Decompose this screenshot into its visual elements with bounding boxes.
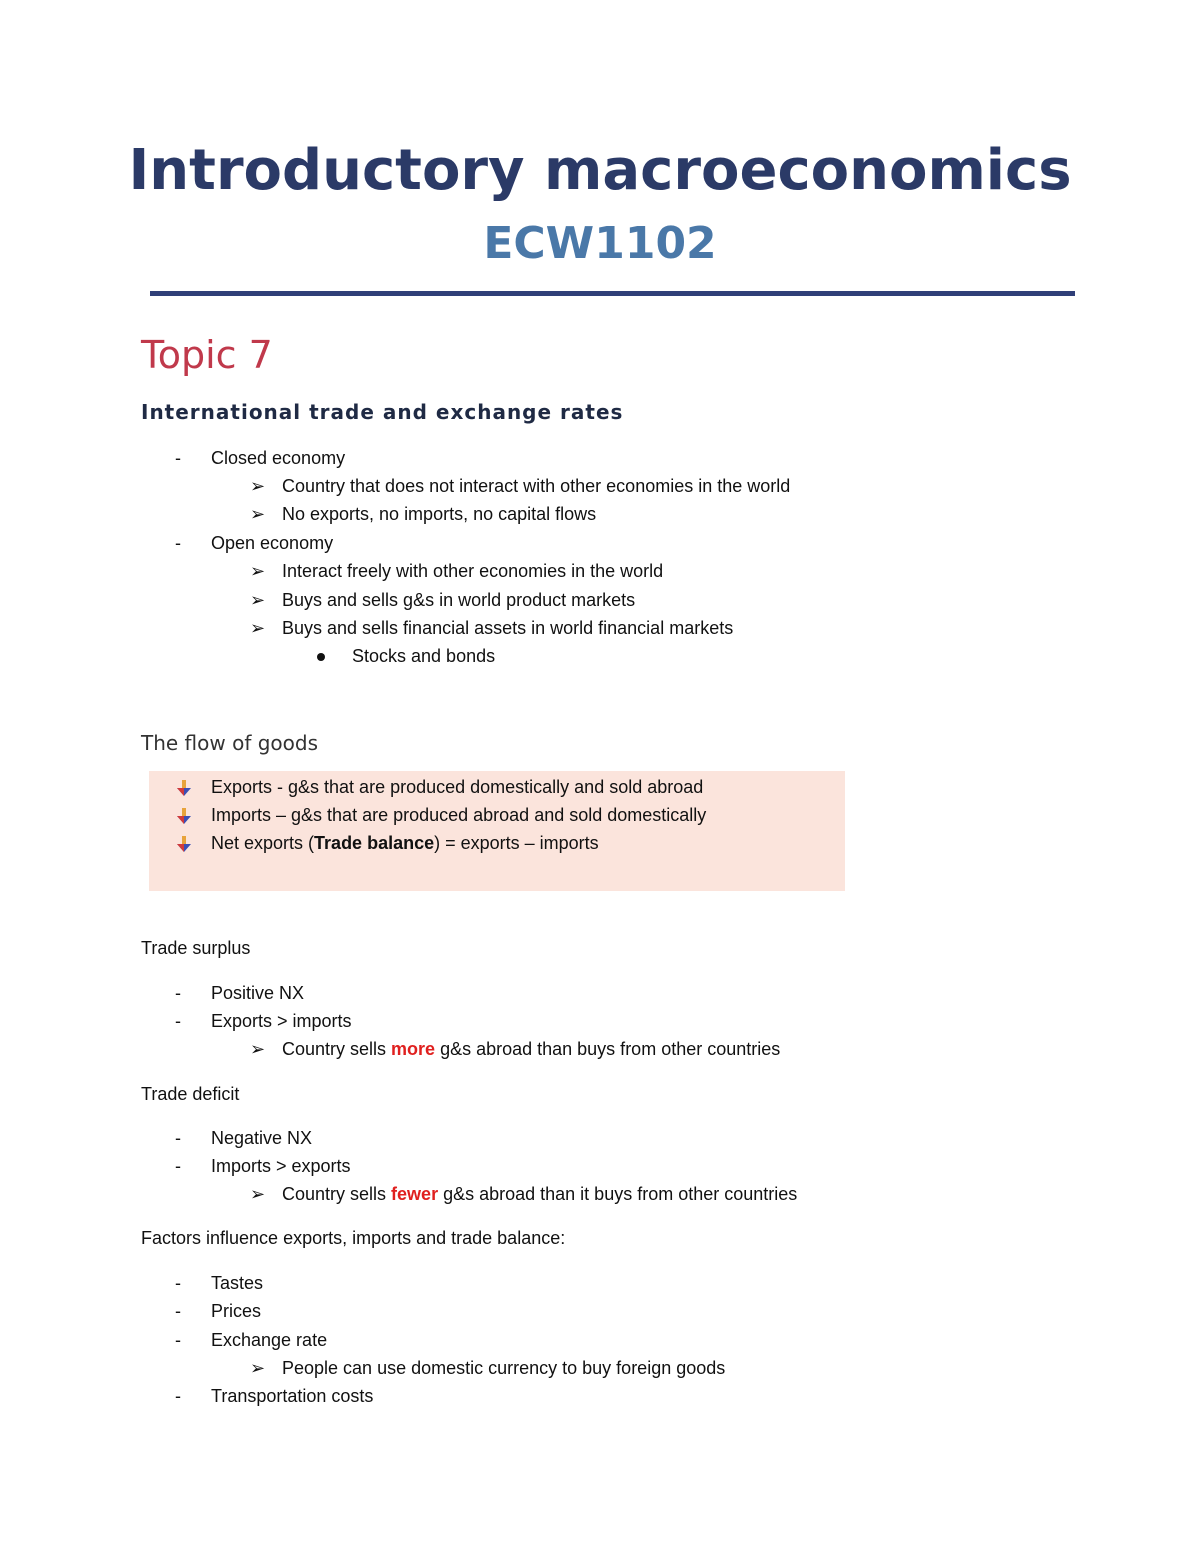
dash-bullet: - <box>175 533 181 553</box>
dash-bullet: - <box>175 983 181 1003</box>
factor-item: Prices <box>211 1301 262 1321</box>
topic-heading: Topic 7 <box>141 333 273 377</box>
dash-bullet: - <box>175 1301 181 1321</box>
deficit-point-2: Imports > exports <box>211 1156 351 1176</box>
document-title: Introductory macroeconomics <box>128 138 1072 203</box>
arrow-bullet-icon: ➢ <box>250 504 266 524</box>
arrow-bullet-icon: ➢ <box>250 561 266 581</box>
dash-bullet: - <box>175 1011 181 1031</box>
flow-item-imports: Imports – g&s that are produced abroad and sold domestically <box>211 805 707 825</box>
open-economy-label: Open economy <box>211 533 334 553</box>
trade-deficit-heading: Trade deficit <box>141 1084 240 1104</box>
down-arrow-bullet-icon <box>175 835 193 853</box>
dash-bullet: - <box>175 1128 181 1148</box>
deficit-subpoint: Country sells fewer g&s abroad than it buys from other countries <box>282 1184 798 1204</box>
factor-item: Exchange rate <box>211 1330 328 1350</box>
title-divider <box>150 291 1075 296</box>
surplus-subpoint: Country sells more g&s abroad than buys from other countries <box>282 1039 781 1059</box>
open-point-1: Interact freely with other economies in the world <box>282 561 664 581</box>
arrow-bullet-icon: ➢ <box>250 1358 266 1378</box>
flow-item-exports: Exports - g&s that are produced domestically and sold abroad <box>211 777 704 797</box>
dash-bullet: - <box>175 448 181 468</box>
exchange-rate-subpoint: People can use domestic currency to buy foreign goods <box>282 1358 726 1378</box>
closed-point-2: No exports, no imports, no capital flows <box>282 504 597 524</box>
flow-item-net-exports: Net exports (Trade balance) = exports – imports <box>211 833 599 853</box>
arrow-bullet-icon: ➢ <box>250 476 266 496</box>
arrow-bullet-icon: ➢ <box>250 1184 266 1204</box>
arrow-bullet-icon: ➢ <box>250 618 266 638</box>
round-bullet-icon <box>317 653 325 661</box>
closed-economy-label: Closed economy <box>211 448 346 468</box>
surplus-point-1: Positive NX <box>211 983 305 1003</box>
dash-bullet: - <box>175 1273 181 1293</box>
dash-bullet: - <box>175 1386 181 1406</box>
closed-point-1: Country that does not interact with other economies in the world <box>282 476 791 496</box>
course-code: ECW1102 <box>483 218 717 269</box>
dash-bullet: - <box>175 1156 181 1176</box>
down-arrow-bullet-icon <box>175 779 193 797</box>
factor-item: Tastes <box>211 1273 264 1293</box>
topic-subtitle: International trade and exchange rates <box>141 400 624 424</box>
flow-heading: The flow of goods <box>141 731 319 755</box>
open-point-3: Buys and sells financial assets in world financial markets <box>282 618 734 638</box>
down-arrow-bullet-icon <box>175 807 193 825</box>
factor-item-transport: Transportation costs <box>211 1386 374 1406</box>
arrow-bullet-icon: ➢ <box>250 1039 266 1059</box>
arrow-bullet-icon: ➢ <box>250 590 266 610</box>
trade-surplus-heading: Trade surplus <box>141 938 251 958</box>
factors-heading: Factors influence exports, imports and trade balance: <box>141 1228 566 1248</box>
deficit-point-1: Negative NX <box>211 1128 313 1148</box>
dash-bullet: - <box>175 1330 181 1350</box>
surplus-point-2: Exports > imports <box>211 1011 352 1031</box>
open-point-2: Buys and sells g&s in world product markets <box>282 590 636 610</box>
open-subpoint: Stocks and bonds <box>352 646 496 666</box>
